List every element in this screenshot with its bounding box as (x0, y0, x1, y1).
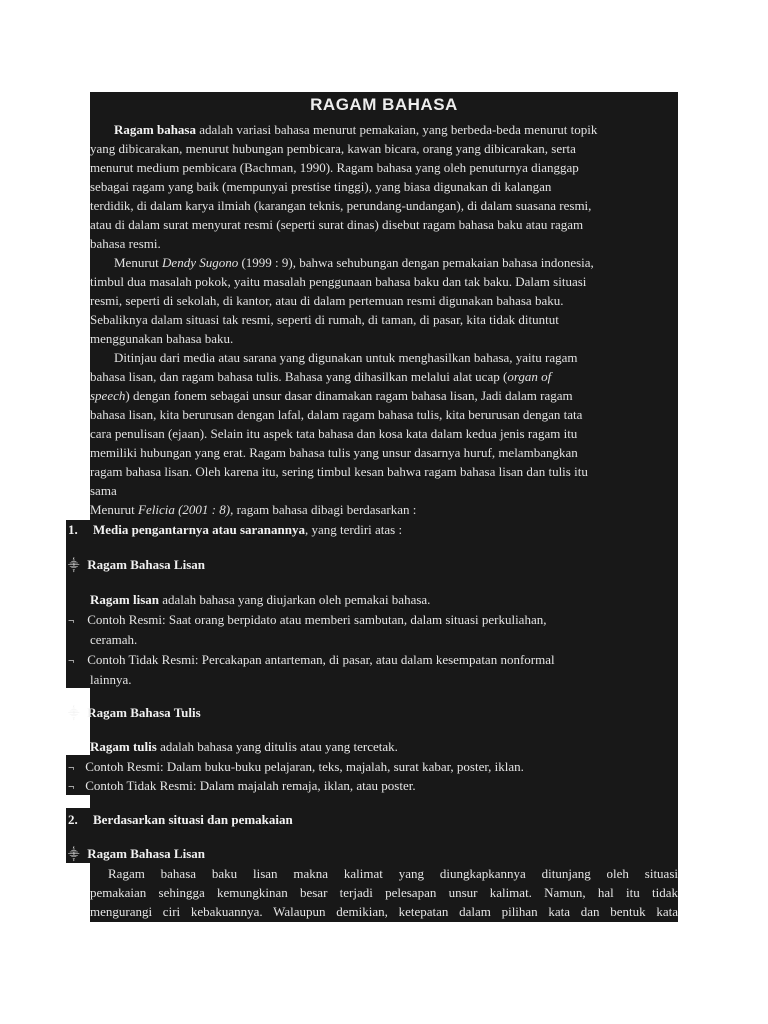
text-span: adalah variasi bahasa menurut pemakaian, yang berbeda-beda menurut topik (196, 122, 598, 137)
text-span: Contoh Tidak Resmi: Dalam majalah remaja, iklan, atau poster. (85, 778, 416, 793)
text-span: (1999 : 9), bahwa sehubungan dengan pemakaian bahasa indonesia, (238, 255, 594, 270)
text-line: sebagai ragam yang baik (mempunyai prestise tinggi), yang biasa digunakan di kalangan (90, 179, 552, 194)
text-line (90, 120, 678, 139)
text-line: menggunakan bahasa baku. (90, 331, 234, 346)
text-span: Menurut (114, 255, 163, 270)
document-page (90, 92, 678, 922)
text-line: bahasa resmi. (90, 236, 161, 251)
text-line: Sebaliknya dalam situasi tak resmi, seperti di rumah, di taman, di pasar, kita tidak dituntut (90, 312, 559, 327)
definition-tulis (90, 737, 398, 756)
term-bold: Ragam bahasa (114, 122, 196, 137)
bullet-item (68, 610, 546, 629)
term-bold: Ragam lisan (90, 592, 159, 607)
flag-icon: ⸎ (68, 560, 80, 572)
text-line (90, 253, 678, 272)
text-line: menurut medium pembicara (Bachman, 1990). Ragam bahasa yang oleh penuturnya dianggap (90, 160, 579, 175)
text-line: Ditinjau dari media atau sarana yang digunakan untuk menghasilkan bahasa, yaitu ragam (114, 350, 578, 365)
text-span: Contoh Resmi: Dalam buku-buku pelajaran, teks, majalah, surat kabar, poster, iklan. (85, 759, 524, 774)
section-heading-text: Ragam Bahasa Lisan (87, 846, 205, 861)
italic-term: speech (90, 388, 126, 403)
page-title: RAGAM BAHASA (310, 95, 458, 114)
list-heading-bold: Media pengantarnya atau saranannya (93, 522, 305, 537)
text-line: bahasa lisan, kita berurusan dengan lafal, dalam ragam bahasa tulis, kita berurusan dengan tata (90, 407, 583, 422)
list-heading-bold: Berdasarkan situasi dan pemakaian (93, 812, 293, 827)
text-line: pemakaian sehingga kemungkinan besar terjadi pelesapan unsur kalimat. Namun, hal itu tidak (90, 885, 678, 900)
text-line (90, 367, 678, 386)
author-italic: Felicia (2001 : 8), (138, 502, 234, 517)
text-line: atau di dalam surat menyurat resmi (seperti surat dinas) disebut ragam bahasa baku atau ragam (90, 217, 584, 232)
flag-icon: ⸎ (68, 849, 80, 861)
text-span: adalah bahasa yang ditulis atau yang tercetak. (156, 739, 398, 754)
section-heading-lisan-2 (68, 844, 205, 863)
text-span: , yang terdiri atas : (305, 522, 403, 537)
hook-bullet-icon: ¬ (68, 615, 75, 627)
section-heading-lisan (68, 555, 205, 574)
text-line: terdidik, di dalam karya ilmiah (karangan teknis, perundang-undangan), di dalam suasana resmi, (90, 198, 592, 213)
text-line: yang dibicarakan, menurut hubungan pembicara, kawan bicara, orang yang dibicarakan, serta (90, 141, 576, 156)
list-item-1 (68, 520, 402, 539)
text-line: ragam bahasa lisan. Oleh karena itu, sering timbul kesan bahwa ragam bahasa lisan dan tulis itu (90, 464, 588, 479)
text-line: Ragam bahasa baku lisan makna kalimat yang diungkapkannya ditunjang oleh situasi (108, 866, 678, 881)
text-line: sama (90, 483, 117, 498)
italic-term: organ of (507, 369, 552, 384)
hook-bullet-icon: ¬ (68, 781, 75, 793)
text-line (90, 386, 678, 405)
bullet-continuation: ceramah. (90, 632, 138, 647)
text-line: resmi, seperti di sekolah, di kantor, atau di dalam pertemuan resmi digunakan bahasa baku. (90, 293, 564, 308)
bullet-continuation: lainnya. (90, 672, 132, 687)
list-item-2 (68, 810, 293, 829)
text-line: memiliki hubungan yang erat. Ragam bahasa tulis yang unsur dasarnya huruf, melambangkan (90, 445, 578, 460)
hook-bullet-icon: ¬ (68, 655, 75, 667)
term-bold: Ragam tulis (90, 739, 157, 754)
hook-bullet-icon: ¬ (68, 762, 75, 774)
flag-icon: ⸎ (68, 708, 80, 720)
author-italic: Dendy Sugono (162, 255, 239, 270)
bullet-item (68, 650, 555, 669)
paragraph-felicia (90, 500, 678, 519)
list-number: 2. (68, 812, 78, 827)
text-span: ragam bahasa dibagi berdasarkan : (233, 502, 417, 517)
text-span: bahasa lisan, dan ragam bahasa tulis. Bahasa yang dihasilkan melalui alat ucap ( (90, 369, 508, 384)
bullet-item (68, 776, 416, 795)
text-span: Contoh Tidak Resmi: Percakapan antarteman, di pasar, atau dalam kesempatan nonformal (87, 652, 555, 667)
text-line: mengurangi ciri kebakuannya. Walaupun demikian, ketepatan dalam pilihan kata dan bentuk kata (90, 904, 678, 919)
bullet-item (68, 757, 524, 776)
paragraph-lisan-baku (90, 864, 678, 921)
text-span: ) dengan fonem sebagai unsur dasar dinamakan ragam bahasa lisan, Jadi dalam ragam (125, 388, 573, 403)
text-span: Menurut (90, 502, 139, 517)
text-span: Contoh Resmi: Saat orang berpidato atau memberi sambutan, dalam situasi perkuliahan, (87, 612, 547, 627)
paragraph-media (90, 348, 678, 500)
list-number: 1. (68, 522, 78, 537)
definition-lisan (90, 590, 430, 609)
paragraph-definition (90, 120, 678, 253)
section-heading-text: Ragam Bahasa Lisan (87, 557, 205, 572)
text-span: adalah bahasa yang diujarkan oleh pemakai bahasa. (158, 592, 431, 607)
section-heading-tulis (68, 703, 201, 722)
text-line: cara penulisan (ejaan). Selain itu aspek tata bahasa dan kosa kata dalam kedua jenis ragam itu (90, 426, 578, 441)
text-line: timbul dua masalah pokok, yaitu masalah penggunaan bahasa baku dan tak baku. Dalam situasi (90, 274, 587, 289)
section-heading-text: Ragam Bahasa Tulis (87, 705, 201, 720)
paragraph-dendy (90, 253, 678, 348)
text-line (90, 500, 678, 519)
